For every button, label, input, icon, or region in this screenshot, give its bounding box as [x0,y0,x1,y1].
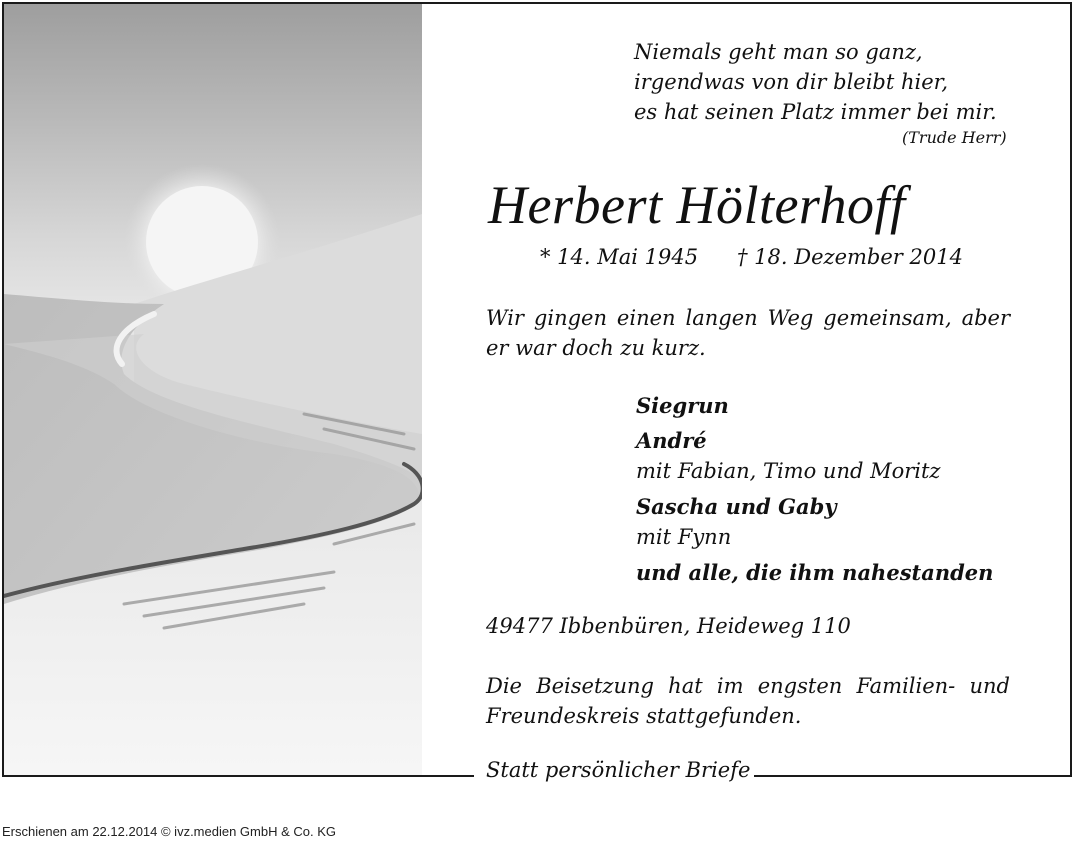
mourner-line: und alle, die ihm nahestanden [636,560,994,585]
poem-author: (Trude Herr) [902,128,1007,147]
mourner-line: mit Fabian, Timo und Moritz [636,459,941,483]
mourner-line: mit Fynn [636,525,732,549]
address: 49477 Ibbenbüren, Heideweg 110 [486,614,851,638]
poem-line: es hat seinen Platz immer bei mir. [634,100,997,124]
mourner-line: Siegrun [636,393,729,418]
memorial-quote: Wir gingen einen langen Weg gemeinsam, aber er war doch zu kurz. [486,306,1010,360]
death-date: † 18. Dezember 2014 [737,245,963,269]
mourner-line: André [636,428,707,453]
no-letters-note: Statt persönlicher Briefe [484,758,754,782]
deceased-name: Herbert Hölterhoff [488,175,906,235]
frame-bottom-border-left [2,775,474,777]
landscape-sunset-image [4,4,422,775]
poem-line: irgendwas von dir bleibt hier, [634,70,949,94]
publication-footer: Erschienen am 22.12.2014 © ivz.medien GmbH & Co. KG [2,824,337,839]
funeral-note: Die Beisetzung hat im engsten Familien- und Freundeskreis stattgefunden. [486,674,1010,728]
poem-line: Niemals geht man so ganz, [634,40,923,64]
frame-bottom-border-right [748,775,1072,777]
birth-date: * 14. Mai 1945 [540,245,699,269]
frame-right-border [1070,2,1072,777]
obituary-notice [2,2,1072,782]
mourner-line: Sascha und Gaby [636,494,837,519]
poem [634,37,997,127]
mourners-list [636,390,993,588]
